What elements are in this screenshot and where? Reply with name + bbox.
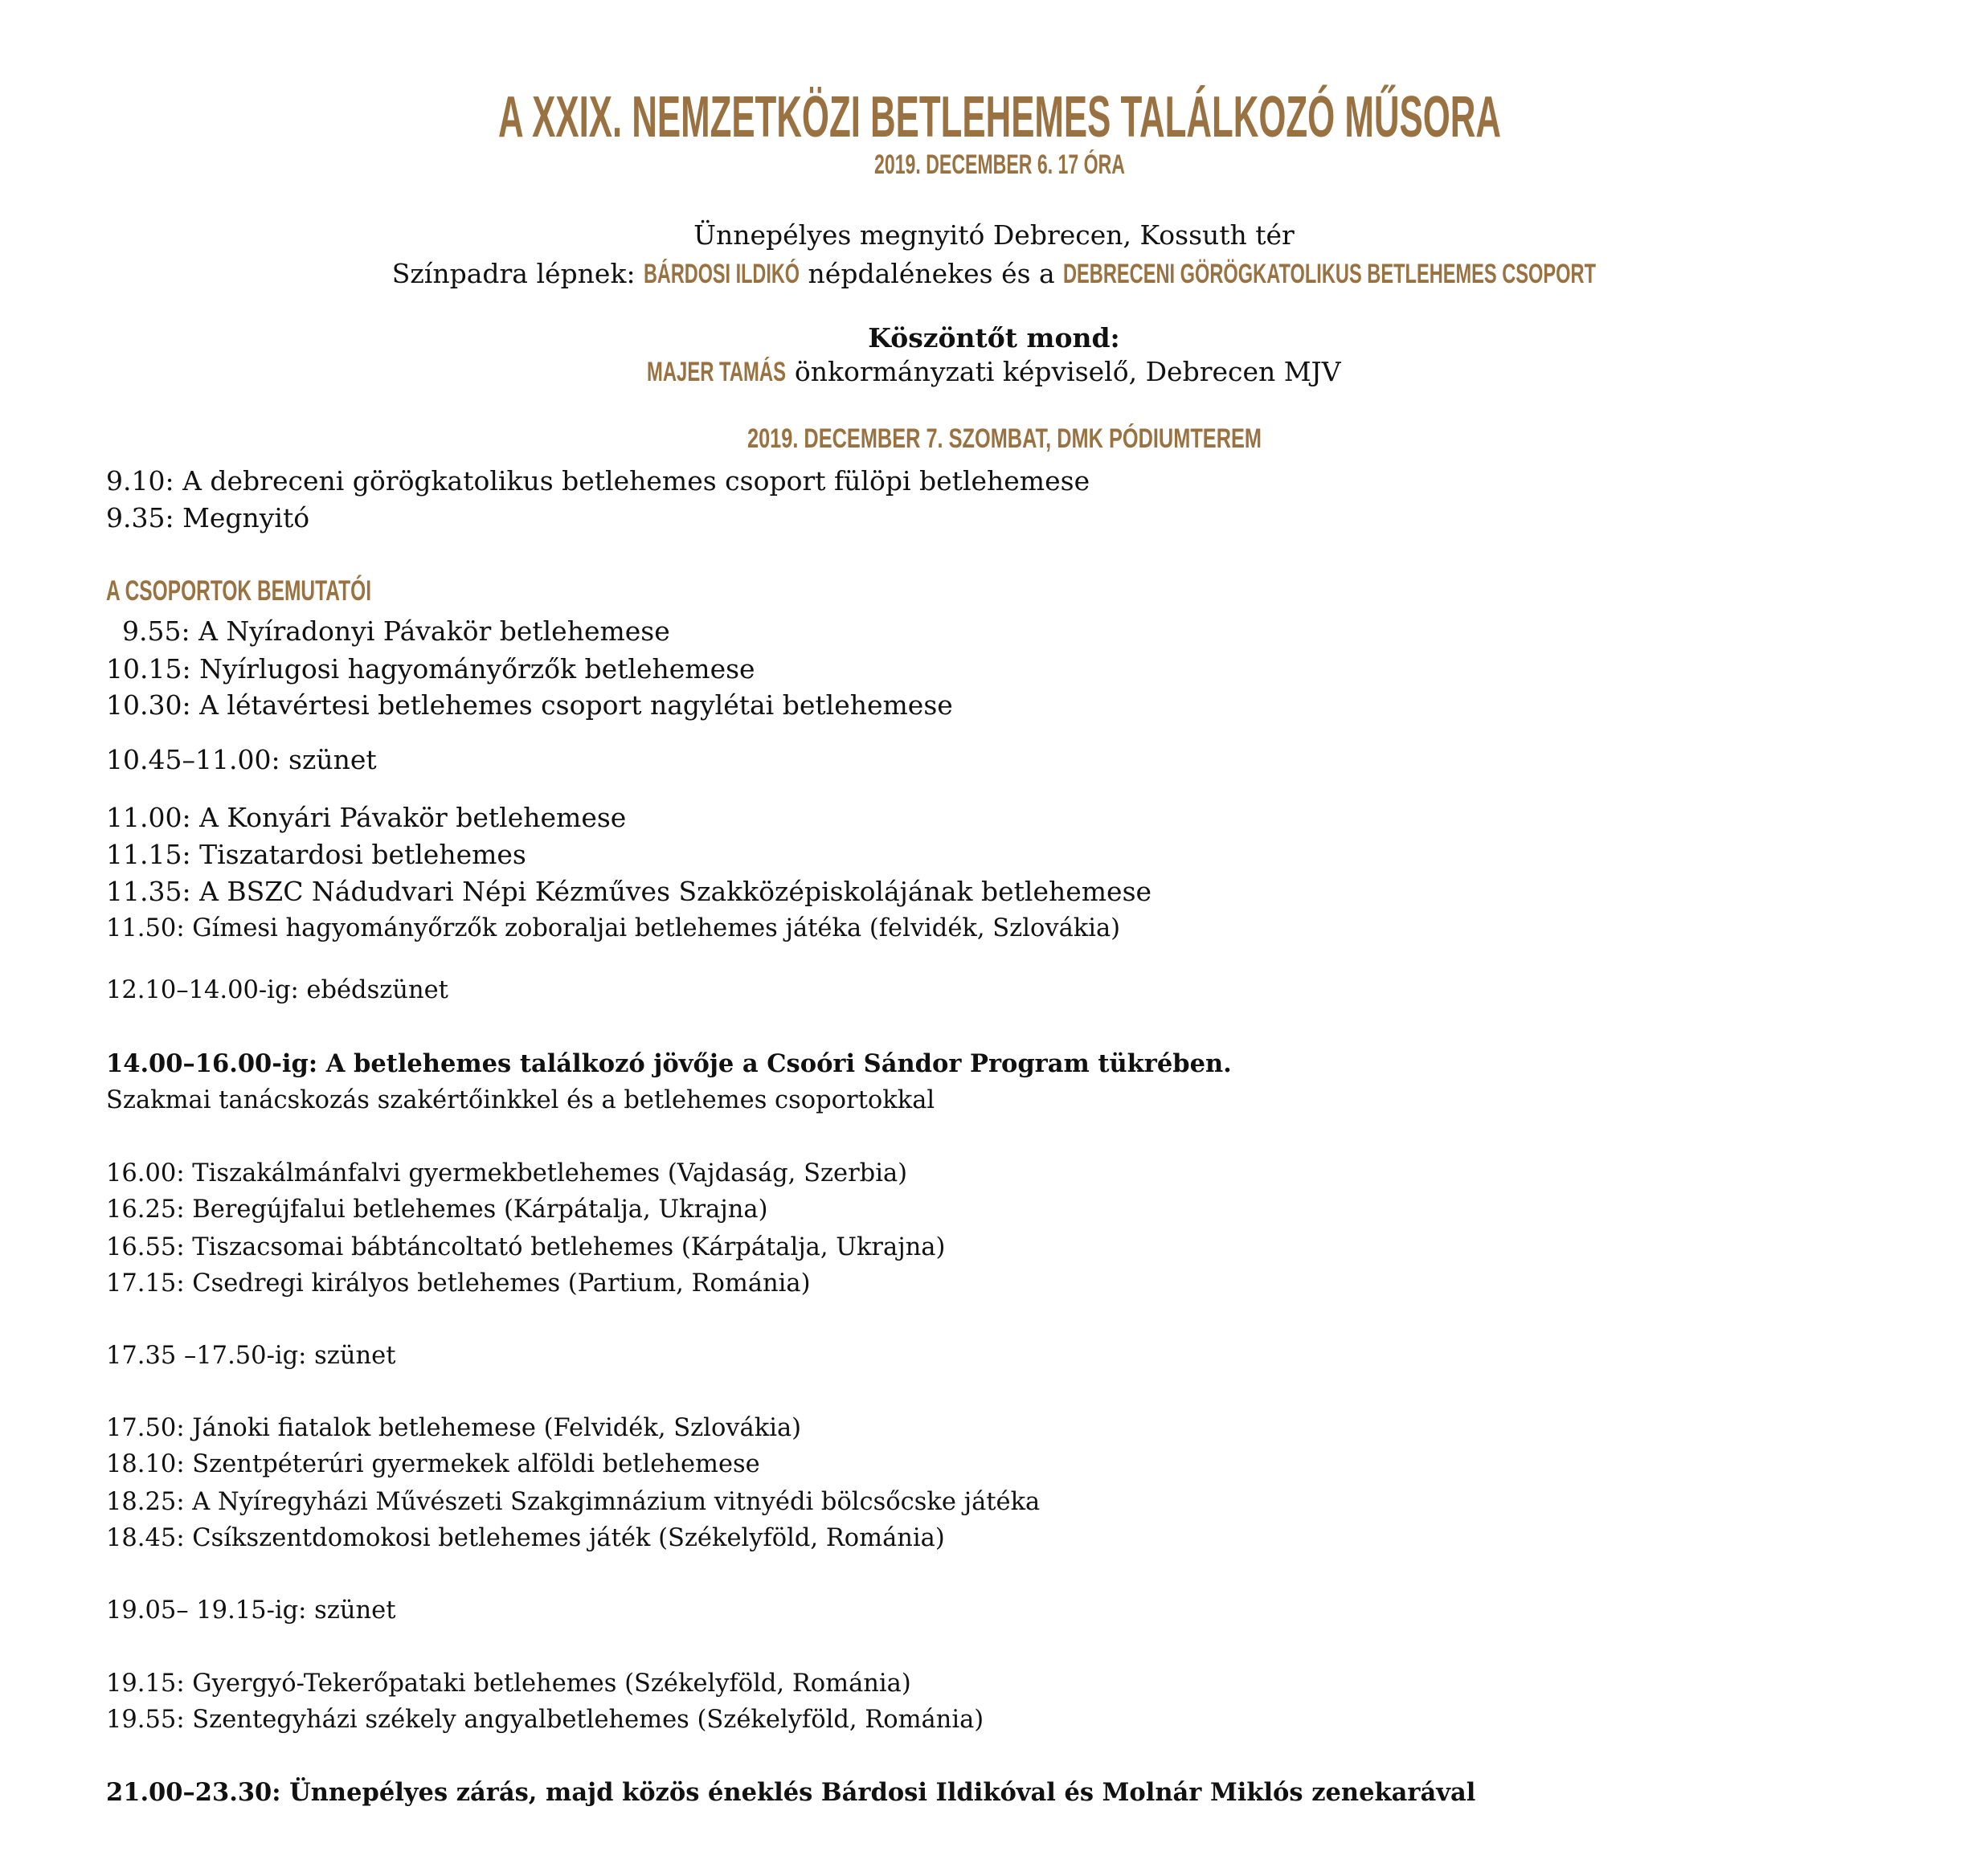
performer-role: népdalénekes és a [800,258,1064,289]
schedule-item: 19.15: Gyergyó-Tekerőpataki betlehemes (Székelyföld, Románia) [106,1670,911,1698]
opening-date: 2019. DECEMBER 6. 17 ÓRA [874,149,1125,180]
opening-venue: Ünnepélyes megnyitó Debrecen, Kossuth tér [693,219,1295,251]
performers-line [0,255,1988,292]
schedule-item: 18.10: Szentpéterúri gyermekek alföldi betlehemese [106,1450,760,1478]
performers-label: Színpadra lépnek: [391,258,644,289]
break-item: 10.45–11.00: szünet [106,744,377,775]
schedule-item: 18.45: Csíkszentdomokosi betlehemes játék (Székelyföld, Románia) [106,1524,945,1552]
schedule-item: 10.30: A létavértesi betlehemes csoport nagylétai betlehemese [106,689,953,721]
schedule-item: 17.50: Jánoki fiatalok betlehemese (Felvidék, Szlovákia) [106,1414,802,1442]
day2-heading: 2019. DECEMBER 7. SZOMBAT, DMK PÓDIUMTEREM [747,423,1262,454]
schedule-item: 17.15: Csedregi királyos betlehemes (Partium, Románia) [106,1269,811,1298]
break-item: 12.10–14.00-ig: ebédszünet [106,976,448,1004]
schedule-item: 11.00: A Konyári Pávakör betlehemese [106,802,627,833]
schedule-item: 10.15: Nyírlugosi hagyományőrzők betlehemese [106,653,755,685]
break-item: 19.05– 19.15-ig: szünet [106,1596,396,1625]
greeting-label: Köszöntőt mond: [868,322,1120,354]
speaker-name: MAJER TAMÁS [647,357,787,387]
schedule-item: 11.35: A BSZC Nádudvari Népi Kézműves Szakközépiskolájának betlehemese [106,876,1152,907]
speaker-line [0,354,1988,390]
schedule-item: 16.55: Tiszacsomai bábtáncoltató betlehemes (Kárpátalja, Ukrajna) [106,1233,946,1261]
schedule-item: 18.25: A Nyíregyházi Művészeti Szakgimnázium vitnyédi bölcsőcske játéka [106,1488,1041,1516]
schedule-item: 11.15: Tiszatardosi betlehemes [106,839,526,870]
break-item: 17.35 –17.50-ig: szünet [106,1342,396,1370]
closing-event: 21.00–23.30: Ünnepélyes zárás, majd közös éneklés Bárdosi Ildikóval és Molnár Miklós zenekarával [106,1778,1476,1807]
schedule-item: 11.50: Gímesi hagyományőrzők zoboraljai betlehemes játéka (felvidék, Szlovákia) [106,914,1121,942]
schedule-item: 16.00: Tiszakálmánfalvi gyermekbetlehemes (Vajdaság, Szerbia) [106,1159,908,1187]
schedule-item: 9.10: A debreceni görögkatolikus betlehemes csoport fülöpi betlehemese [106,465,1090,497]
performer-name: BÁRDOSI ILDIKÓ [644,259,800,289]
forum-title: 14.00–16.00-ig: A betlehemes találkozó jövője a Csoóri Sándor Program tükrében. [106,1049,1232,1078]
schedule-item: 9.55: A Nyíradonyi Pávakör betlehemese [122,615,670,647]
page-title: A XXIX. NEMZETKÖZI BETLEHEMES TALÁLKOZÓ MŰSORA [498,85,1501,149]
speaker-role: önkormányzati képviselő, Debrecen MJV [786,356,1341,387]
groups-heading: A CSOPORTOK BEMUTATÓI [106,575,371,607]
schedule-item: 9.35: Megnyitó [106,502,310,533]
schedule-item: 19.55: Szentegyházi székely angyalbetlehemes (Székelyföld, Románia) [106,1706,984,1734]
performer-group-name: DEBRECENI GÖRÖGKATOLIKUS BETLEHEMES CSOPORT [1063,259,1597,289]
forum-subtitle: Szakmai tanácskozás szakértőinkkel és a betlehemes csoportokkal [106,1086,935,1114]
schedule-item: 16.25: Beregújfalui betlehemes (Kárpátalja, Ukrajna) [106,1196,768,1224]
